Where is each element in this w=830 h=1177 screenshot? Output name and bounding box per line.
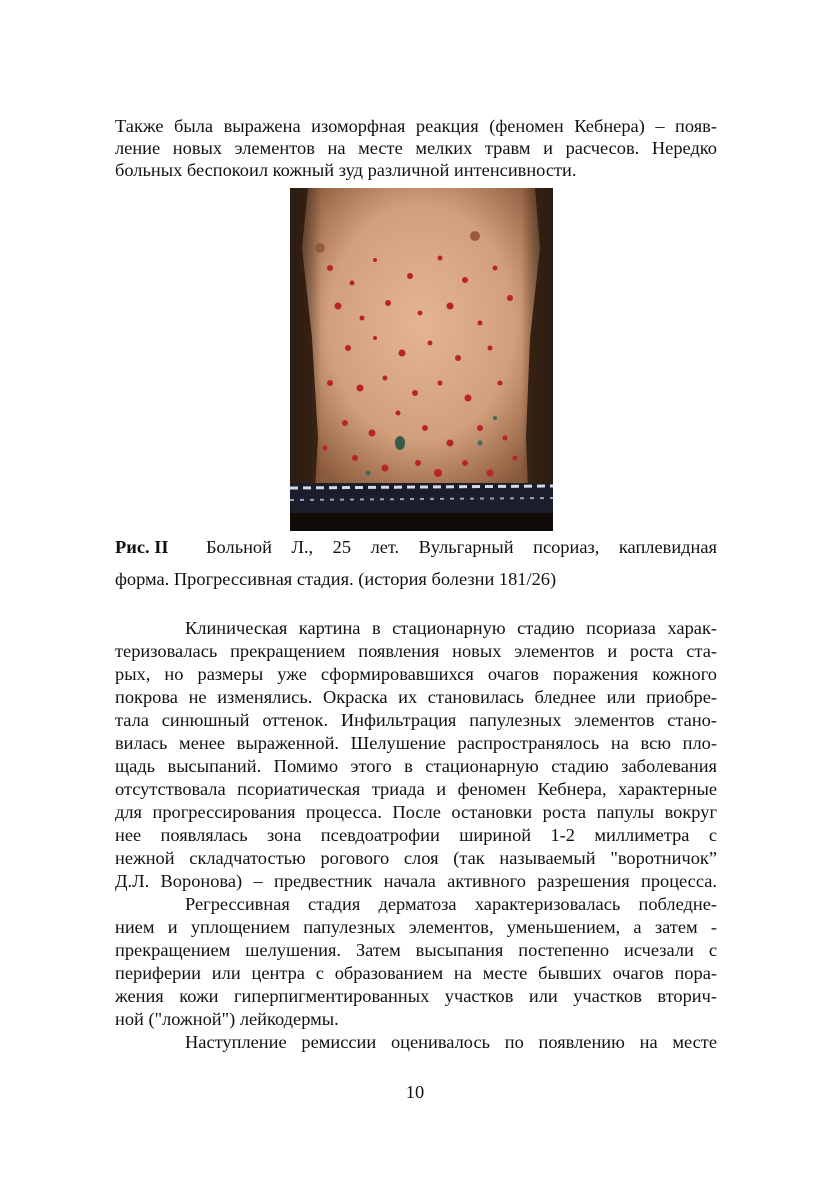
paragraph1-line-7: щадь высыпаний. Помимо этого в стационарную стадию заболевания [115, 756, 717, 776]
paragraph1-line-4: покрова не изменялись. Окраска их становилась бледнее или приобре- [115, 687, 717, 707]
paragraph1-line-12: Д.Л. Воронова) – предвестник начала активного разрешения процесса. [115, 871, 717, 891]
paragraph1-line-6: вилась менее выраженной. Шелушение распространялось на всю пло- [115, 733, 717, 753]
paragraph1-line-2: теризовалась прекращением появления новых элементов и роста ста- [115, 641, 717, 661]
page-number: 10 [405, 1082, 425, 1102]
paragraph3-line-1: Наступление ремиссии оценивалось по появлению на месте [185, 1032, 717, 1052]
intro-line-1: Также была выражена изоморфная реакция (феномен Кебнера) – появ- [115, 116, 717, 136]
paragraph1-line-11: нежной складчатостью рогового слоя (так называемый "воротничок” [115, 848, 717, 868]
paragraph1-line-5: тала синюшный оттенок. Инфильтрация папулезных элементов стано- [115, 710, 717, 730]
paragraph2-line-6: ной ("ложной") лейкодермы. [115, 1009, 339, 1029]
intro-line-2: ление новых элементов на месте мелких травм и расчесов. Нередко [115, 138, 717, 158]
paragraph1-line-9: для прогрессирования процесса. После остановки роста папулы вокруг [115, 802, 717, 822]
figure-caption-label: Рис. II [115, 537, 169, 557]
paragraph2-line-5: жения кожи гиперпигментированных участков или участков вторич- [115, 986, 717, 1006]
intro-line-3: больных беспокоил кожный зуд различной интенсивности. [115, 160, 577, 180]
paragraph1-line-10: нее появлялась зона псевдоатрофии шириной 1-2 миллиметра с [115, 825, 717, 845]
paragraph1-line-1: Клиническая картина в стационарную стадию псориаза харак- [185, 618, 717, 638]
figure-caption-line-1: Больной Л., 25 лет. Вульгарный псориаз, каплевидная [206, 537, 717, 557]
paragraph1-line-3: рых, но размеры уже сформировавшихся очагов поражения кожного [115, 664, 717, 684]
paragraph1-line-8: отсутствовала псориатическая триада и феномен Кебнера, характерные [115, 779, 717, 799]
figure-photo [290, 188, 553, 531]
paragraph2-line-2: нием и уплощением папулезных элементов, уменьшением, а затем - [115, 917, 717, 937]
paragraph2-line-3: прекращением шелушения. Затем высыпания постепенно исчезали с [115, 940, 717, 960]
paragraph2-line-1: Регрессивная стадия дерматоза характеризовалась побледне- [185, 894, 717, 914]
figure-caption-line-2: форма. Прогрессивная стадия. (история болезни 181/26) [115, 569, 557, 589]
paragraph2-line-4: периферии или центра с образованием на месте бывших очагов пора- [115, 963, 717, 983]
